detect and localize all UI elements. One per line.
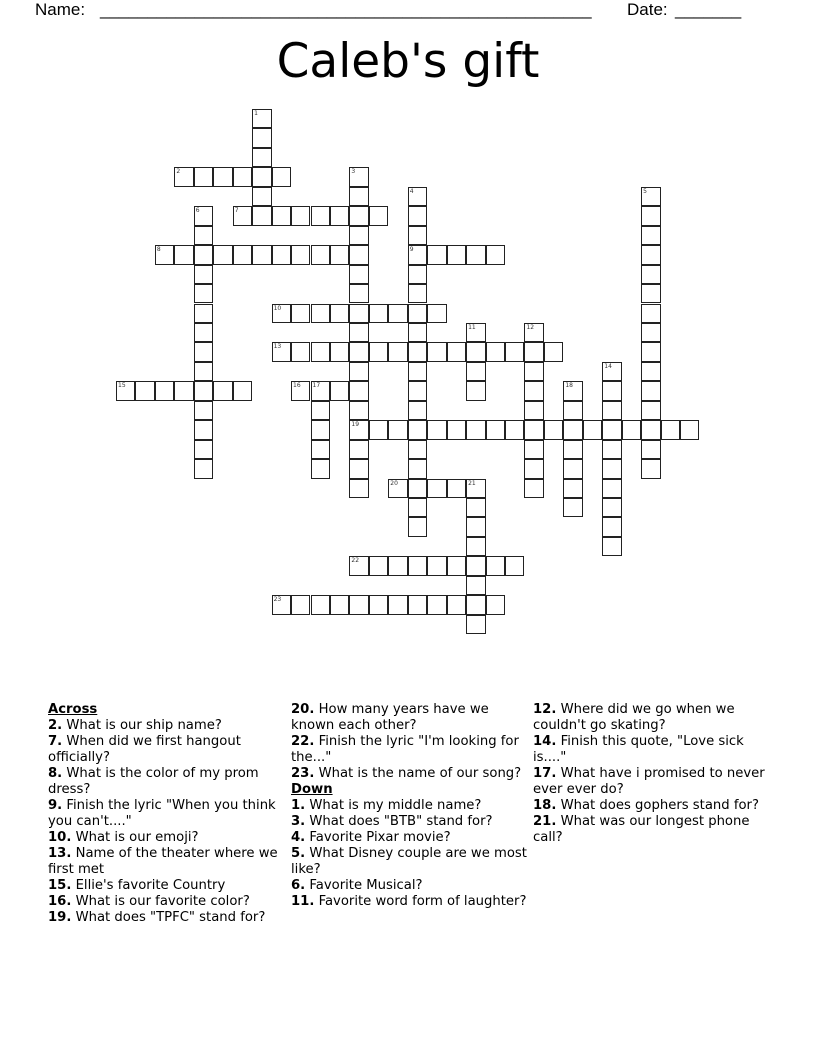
grid-cell[interactable] <box>563 498 582 517</box>
grid-cell[interactable] <box>524 459 543 478</box>
grid-cell[interactable] <box>311 304 330 323</box>
grid-cell[interactable] <box>349 226 368 245</box>
grid-cell[interactable] <box>641 245 660 264</box>
grid-cell[interactable] <box>330 245 349 264</box>
grid-cell[interactable] <box>486 595 505 614</box>
grid-cell[interactable] <box>466 498 485 517</box>
clue-number: 6. <box>291 878 306 893</box>
grid-cell[interactable] <box>369 206 388 225</box>
clue-text: What was our longest phone call? <box>533 814 750 845</box>
clue-text: What is our favorite color? <box>75 894 250 909</box>
grid-cell[interactable] <box>194 245 213 264</box>
grid-cell[interactable] <box>408 342 427 361</box>
grid-cell[interactable] <box>233 381 252 400</box>
grid-cell[interactable] <box>408 381 427 400</box>
grid-cell[interactable] <box>291 381 310 400</box>
grid-cell[interactable] <box>466 479 485 498</box>
grid-cell[interactable] <box>602 381 621 400</box>
grid-cell[interactable] <box>233 245 252 264</box>
grid-cell[interactable] <box>349 420 368 439</box>
cell-number: 23 <box>273 596 282 604</box>
clue-number: 20. <box>291 702 315 717</box>
down-clue <box>533 798 769 814</box>
grid-cell[interactable] <box>194 304 213 323</box>
clue-text: What have i promised to never ever ever do? <box>533 766 765 797</box>
grid-cell[interactable] <box>388 595 407 614</box>
grid-cell[interactable] <box>194 362 213 381</box>
grid-cell[interactable] <box>311 459 330 478</box>
down-clue <box>291 894 527 910</box>
clue-text: What does "TPFC" stand for? <box>75 910 266 925</box>
grid-cell[interactable] <box>602 537 621 556</box>
date-line: _______ <box>675 0 742 19</box>
grid-cell[interactable] <box>291 595 310 614</box>
grid-cell[interactable] <box>233 206 252 225</box>
clue-number: 18. <box>533 798 557 813</box>
name-label: Name: <box>35 0 86 19</box>
grid-cell[interactable] <box>408 420 427 439</box>
grid-cell[interactable] <box>466 537 485 556</box>
clue-text: Favorite Pixar movie? <box>309 830 451 845</box>
cell-number: 7 <box>234 207 239 215</box>
clues-column-3 <box>533 702 769 846</box>
grid-cell[interactable] <box>194 381 213 400</box>
across-clue <box>48 830 284 846</box>
grid-cell[interactable] <box>641 440 660 459</box>
grid-cell[interactable] <box>349 479 368 498</box>
clue-text: What is my middle name? <box>309 798 482 813</box>
cell-number: 10 <box>273 304 282 312</box>
grid-cell[interactable] <box>602 498 621 517</box>
across-clue <box>291 734 527 766</box>
cell-number: 15 <box>118 382 126 390</box>
grid-cell[interactable] <box>252 245 271 264</box>
grid-cell[interactable] <box>272 304 291 323</box>
clue-number: 15. <box>48 878 72 893</box>
cell-number: 17 <box>312 382 321 390</box>
grid-cell[interactable] <box>252 148 271 167</box>
grid-cell[interactable] <box>602 420 621 439</box>
clue-text: Name of the theater where we first met <box>48 846 278 877</box>
grid-cell[interactable] <box>252 167 271 186</box>
clue-number: 5. <box>291 846 306 861</box>
grid-cell[interactable] <box>272 245 291 264</box>
grid-cell[interactable] <box>544 420 563 439</box>
grid-cell[interactable] <box>311 206 330 225</box>
cell-number: 19 <box>351 421 360 429</box>
clue-text: What is our emoji? <box>75 830 199 845</box>
grid-cell[interactable] <box>194 226 213 245</box>
grid-cell[interactable] <box>349 187 368 206</box>
clue-text: What does gophers stand for? <box>560 798 759 813</box>
cell-number: 5 <box>643 187 647 195</box>
clue-text: Finish this quote, "Love sick is...." <box>533 734 744 765</box>
grid-cell[interactable] <box>252 206 271 225</box>
grid-cell[interactable] <box>194 420 213 439</box>
grid-cell[interactable] <box>408 362 427 381</box>
grid-cell[interactable] <box>602 401 621 420</box>
grid-cell[interactable] <box>563 401 582 420</box>
grid-cell[interactable] <box>311 245 330 264</box>
grid-cell[interactable] <box>563 440 582 459</box>
grid-cell[interactable] <box>194 167 213 186</box>
grid-cell[interactable] <box>408 556 427 575</box>
cell-number: 16 <box>293 382 301 390</box>
clue-text: What does "BTB" stand for? <box>309 814 493 829</box>
grid-cell[interactable] <box>408 265 427 284</box>
grid-cell[interactable] <box>252 109 271 128</box>
grid-cell[interactable] <box>349 342 368 361</box>
grid-cell[interactable] <box>272 167 291 186</box>
across-clue <box>48 846 284 878</box>
grid-cell[interactable] <box>369 595 388 614</box>
grid-cell[interactable] <box>388 304 407 323</box>
cell-number: 9 <box>409 246 414 254</box>
grid-cell[interactable] <box>447 595 466 614</box>
grid-cell[interactable] <box>311 440 330 459</box>
clue-number: 7. <box>48 734 63 749</box>
grid-cell[interactable] <box>408 284 427 303</box>
grid-cell[interactable] <box>466 323 485 342</box>
clue-number: 13. <box>48 846 72 861</box>
grid-cell[interactable] <box>466 615 485 634</box>
grid-cell[interactable] <box>466 342 485 361</box>
clue-number: 17. <box>533 766 557 781</box>
grid-cell[interactable] <box>447 479 466 498</box>
grid-cell[interactable] <box>330 595 349 614</box>
grid-cell[interactable] <box>466 576 485 595</box>
clues-column-2 <box>291 702 527 910</box>
grid-cell[interactable] <box>466 517 485 536</box>
cell-number: 13 <box>273 343 282 351</box>
grid-cell[interactable] <box>602 459 621 478</box>
down-clue <box>291 814 527 830</box>
grid-cell[interactable] <box>349 284 368 303</box>
across-clue <box>48 910 284 926</box>
down-clue <box>533 734 769 766</box>
grid-cell[interactable] <box>252 187 271 206</box>
grid-cell[interactable] <box>524 342 543 361</box>
grid-cell[interactable] <box>155 245 174 264</box>
across-clue <box>291 766 527 782</box>
clue-number: 2. <box>48 718 63 733</box>
grid-cell[interactable] <box>622 420 641 439</box>
grid-cell[interactable] <box>524 401 543 420</box>
clue-number: 3. <box>291 814 306 829</box>
grid-cell[interactable] <box>602 440 621 459</box>
grid-cell[interactable] <box>291 245 310 264</box>
grid-cell[interactable] <box>194 284 213 303</box>
grid-cell[interactable] <box>641 265 660 284</box>
grid-cell[interactable] <box>486 342 505 361</box>
grid-cell[interactable] <box>330 342 349 361</box>
grid-cell[interactable] <box>291 342 310 361</box>
clue-text: Favorite Musical? <box>309 878 423 893</box>
grid-cell[interactable] <box>447 556 466 575</box>
grid-cell[interactable] <box>641 206 660 225</box>
clue-text: Ellie's favorite Country <box>75 878 226 893</box>
grid-cell[interactable] <box>233 167 252 186</box>
down-clue <box>533 814 769 846</box>
grid-cell[interactable] <box>252 128 271 147</box>
grid-cell[interactable] <box>349 304 368 323</box>
grid-cell[interactable] <box>505 420 524 439</box>
cell-number: 22 <box>351 557 360 565</box>
down-clue <box>533 766 769 798</box>
grid-cell[interactable] <box>408 187 427 206</box>
grid-cell[interactable] <box>408 459 427 478</box>
grid-cell[interactable] <box>641 304 660 323</box>
grid-cell[interactable] <box>408 595 427 614</box>
grid-cell[interactable] <box>563 381 582 400</box>
grid-cell[interactable] <box>349 265 368 284</box>
grid-cell[interactable] <box>349 362 368 381</box>
grid-cell[interactable] <box>388 420 407 439</box>
clue-text: Finish the lyric "When you think you can't...." <box>48 798 276 829</box>
grid-cell[interactable] <box>505 556 524 575</box>
down-clue <box>291 846 527 878</box>
grid-cell[interactable] <box>486 420 505 439</box>
grid-cell[interactable] <box>544 342 563 361</box>
grid-cell[interactable] <box>194 401 213 420</box>
clue-number: 23. <box>291 766 315 781</box>
clue-number: 12. <box>533 702 557 717</box>
grid-cell[interactable] <box>563 459 582 478</box>
clue-number: 9. <box>48 798 63 813</box>
cell-number: 18 <box>565 382 573 390</box>
grid-cell[interactable] <box>291 304 310 323</box>
grid-cell[interactable] <box>641 401 660 420</box>
grid-cell[interactable] <box>641 459 660 478</box>
grid-cell[interactable] <box>311 401 330 420</box>
grid-cell[interactable] <box>135 381 154 400</box>
grid-cell[interactable] <box>194 440 213 459</box>
cell-number: 12 <box>526 323 535 331</box>
grid-cell[interactable] <box>155 381 174 400</box>
grid-cell[interactable] <box>194 342 213 361</box>
grid-cell[interactable] <box>408 401 427 420</box>
grid-cell[interactable] <box>213 381 232 400</box>
grid-cell[interactable] <box>388 342 407 361</box>
grid-cell[interactable] <box>330 381 349 400</box>
grid-cell[interactable] <box>427 595 446 614</box>
grid-cell[interactable] <box>486 556 505 575</box>
grid-cell[interactable] <box>466 362 485 381</box>
grid-cell[interactable] <box>466 381 485 400</box>
grid-cell[interactable] <box>369 304 388 323</box>
grid-cell[interactable] <box>447 420 466 439</box>
grid-cell[interactable] <box>602 479 621 498</box>
grid-cell[interactable] <box>272 342 291 361</box>
grid-cell[interactable] <box>447 245 466 264</box>
clue-number: 1. <box>291 798 306 813</box>
grid-cell[interactable] <box>213 167 232 186</box>
grid-cell[interactable] <box>408 245 427 264</box>
grid-cell[interactable] <box>369 342 388 361</box>
grid-cell[interactable] <box>311 381 330 400</box>
clues-column-1 <box>48 702 284 926</box>
grid-cell[interactable] <box>447 342 466 361</box>
grid-cell[interactable] <box>524 362 543 381</box>
grid-cell[interactable] <box>641 323 660 342</box>
grid-cell[interactable] <box>524 420 543 439</box>
grid-cell[interactable] <box>641 284 660 303</box>
down-clue <box>291 878 527 894</box>
grid-cell[interactable] <box>349 459 368 478</box>
grid-cell[interactable] <box>505 342 524 361</box>
grid-cell[interactable] <box>641 420 660 439</box>
grid-cell[interactable] <box>486 245 505 264</box>
clue-number: 14. <box>533 734 557 749</box>
across-clue <box>291 702 527 734</box>
grid-cell[interactable] <box>563 479 582 498</box>
grid-cell[interactable] <box>311 420 330 439</box>
grid-cell[interactable] <box>408 517 427 536</box>
clue-number: 8. <box>48 766 63 781</box>
grid-cell[interactable] <box>194 265 213 284</box>
grid-cell[interactable] <box>680 420 699 439</box>
clue-text: What is the color of my prom dress? <box>48 766 259 797</box>
grid-cell[interactable] <box>408 304 427 323</box>
grid-cell[interactable] <box>174 245 193 264</box>
down-heading: Down <box>291 782 333 797</box>
grid-cell[interactable] <box>349 245 368 264</box>
grid-cell[interactable] <box>116 381 135 400</box>
clue-number: 22. <box>291 734 315 749</box>
clue-number: 19. <box>48 910 72 925</box>
clue-text: What is the name of our song? <box>318 766 522 781</box>
clue-text: What is our ship name? <box>66 718 222 733</box>
grid-cell[interactable] <box>194 206 213 225</box>
clue-text: What Disney couple are we most like? <box>291 846 527 877</box>
grid-cell[interactable] <box>330 206 349 225</box>
grid-cell[interactable] <box>563 420 582 439</box>
grid-cell[interactable] <box>602 517 621 536</box>
clue-text: Where did we go when we couldn't go skating? <box>533 702 735 733</box>
grid-cell[interactable] <box>661 420 680 439</box>
down-clue <box>291 830 527 846</box>
cell-number: 3 <box>351 168 356 176</box>
cell-number: 20 <box>390 479 398 487</box>
grid-cell[interactable] <box>213 245 232 264</box>
grid-cell[interactable] <box>408 479 427 498</box>
cell-number: 6 <box>195 207 200 215</box>
cell-number: 21 <box>468 479 476 487</box>
down-clue <box>533 702 769 734</box>
grid-cell[interactable] <box>369 556 388 575</box>
clue-number: 11. <box>291 894 315 909</box>
grid-cell[interactable] <box>272 206 291 225</box>
grid-cell[interactable] <box>408 206 427 225</box>
grid-cell[interactable] <box>349 323 368 342</box>
grid-cell[interactable] <box>427 556 446 575</box>
name-line: ____________________________________________________ <box>100 0 592 19</box>
clue-text: When did we first hangout officially? <box>48 734 241 765</box>
grid-cell[interactable] <box>349 381 368 400</box>
grid-cell[interactable] <box>174 167 193 186</box>
grid-cell[interactable] <box>388 479 407 498</box>
grid-cell[interactable] <box>641 226 660 245</box>
grid-cell[interactable] <box>524 323 543 342</box>
across-clue <box>48 894 284 910</box>
cell-number: 4 <box>409 187 414 195</box>
grid-cell[interactable] <box>349 440 368 459</box>
grid-cell[interactable] <box>602 362 621 381</box>
grid-cell[interactable] <box>641 362 660 381</box>
grid-cell[interactable] <box>369 420 388 439</box>
across-clue <box>48 718 284 734</box>
grid-cell[interactable] <box>583 420 602 439</box>
cell-number: 2 <box>176 168 181 176</box>
cell-number: 8 <box>156 246 161 254</box>
grid-cell[interactable] <box>194 323 213 342</box>
grid-cell[interactable] <box>349 595 368 614</box>
clue-text: How many years have we known each other? <box>291 702 489 733</box>
across-clue <box>48 878 284 894</box>
grid-cell[interactable] <box>349 167 368 186</box>
grid-cell[interactable] <box>408 498 427 517</box>
grid-cell[interactable] <box>641 381 660 400</box>
clue-number: 4. <box>291 830 306 845</box>
grid-cell[interactable] <box>349 206 368 225</box>
grid-cell[interactable] <box>408 226 427 245</box>
grid-cell[interactable] <box>466 595 485 614</box>
grid-cell[interactable] <box>427 420 446 439</box>
date-label: Date: <box>627 0 668 19</box>
clue-text: Favorite word form of laughter? <box>318 894 527 909</box>
across-heading: Across <box>48 702 98 717</box>
grid-cell[interactable] <box>330 304 349 323</box>
grid-cell[interactable] <box>427 304 446 323</box>
cell-number: 1 <box>254 110 258 117</box>
grid-cell[interactable] <box>466 556 485 575</box>
cell-number: 14 <box>604 362 612 370</box>
clue-number: 16. <box>48 894 72 909</box>
across-clue <box>48 798 284 830</box>
grid-cell[interactable] <box>194 459 213 478</box>
grid-cell[interactable] <box>466 420 485 439</box>
grid-cell[interactable] <box>408 323 427 342</box>
puzzle-title: Caleb's gift <box>276 34 540 89</box>
grid-cell[interactable] <box>466 245 485 264</box>
grid-cell[interactable] <box>427 245 446 264</box>
grid-cell[interactable] <box>311 342 330 361</box>
grid-cell[interactable] <box>641 342 660 361</box>
grid-cell[interactable] <box>272 595 291 614</box>
clue-number: 10. <box>48 830 72 845</box>
grid-cell[interactable] <box>311 595 330 614</box>
grid-cell[interactable] <box>427 342 446 361</box>
clue-number: 21. <box>533 814 557 829</box>
grid-cell[interactable] <box>291 206 310 225</box>
cell-number: 11 <box>468 323 476 331</box>
clue-text: Finish the lyric "I'm looking for the..." <box>291 734 519 765</box>
across-clue <box>48 766 284 798</box>
grid-cell[interactable] <box>641 187 660 206</box>
across-clue <box>48 734 284 766</box>
grid-cell[interactable] <box>388 556 407 575</box>
grid-cell[interactable] <box>524 479 543 498</box>
grid-cell[interactable] <box>524 381 543 400</box>
grid-cell[interactable] <box>427 479 446 498</box>
grid-cell[interactable] <box>524 440 543 459</box>
grid-cell[interactable] <box>349 556 368 575</box>
grid-cell[interactable] <box>408 440 427 459</box>
grid-cell[interactable] <box>349 401 368 420</box>
down-clue <box>291 798 527 814</box>
grid-cell[interactable] <box>174 381 193 400</box>
